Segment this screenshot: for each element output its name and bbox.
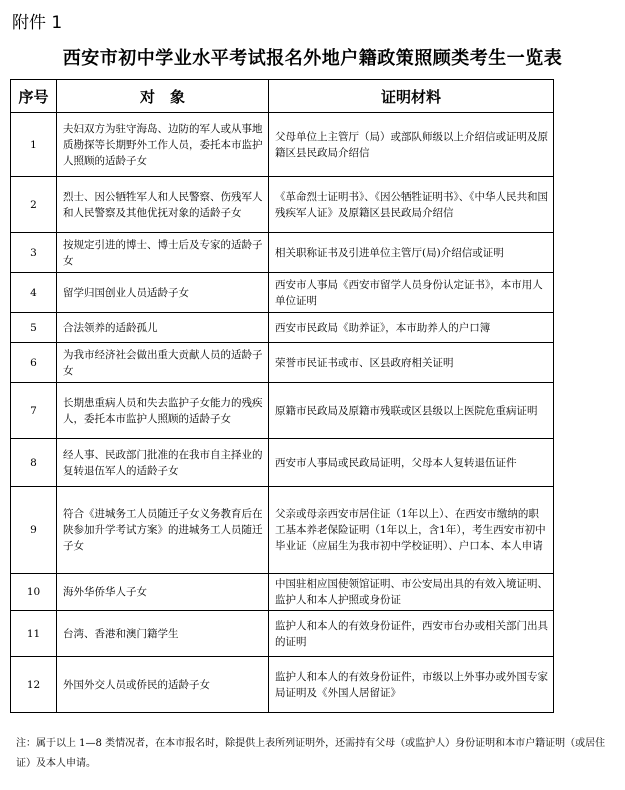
row-object: 长期患重病人员和失去监护子女能力的残疾人，委托本市监护人照顾的适龄子女 — [57, 383, 269, 439]
table-row — [11, 657, 554, 713]
row-object: 符合《进城务工人员随迁子女义务教育后在陕参加升学考试方案》的进城务工人员随迁子女 — [57, 487, 269, 574]
row-number: 4 — [11, 273, 57, 313]
row-object: 台湾、香港和澳门籍学生 — [57, 611, 269, 657]
table-row — [11, 487, 554, 574]
row-object: 为我市经济社会做出重大贡献人员的适龄子女 — [57, 343, 269, 383]
table-row — [11, 313, 554, 343]
header-number: 序号 — [11, 80, 57, 113]
row-proof: 原籍市民政局及原籍市残联或区县级以上医院危重病证明 — [269, 383, 554, 439]
row-number: 10 — [11, 574, 57, 611]
row-proof: 西安市人事局或民政局证明，父母本人复转退伍证件 — [269, 439, 554, 487]
table-header-row — [11, 80, 554, 113]
page-title: 西安市初中学业水平考试报名外地户籍政策照顾类考生一览表 — [62, 48, 563, 69]
row-number: 6 — [11, 343, 57, 383]
footnote: 注：属于以上 1—8 类情况者，在本市报名时，除提供上表所列证明外，还需持有父母（或监护人）身份证明和本市户籍证明（或居住证）及本人申请。 — [16, 738, 606, 769]
row-proof: 父母单位上主管厅（局）或部队师级以上介绍信或证明及原籍区县民政局介绍信 — [269, 113, 554, 177]
row-object: 经人事、民政部门批准的在我市自主择业的复转退伍军人的适龄子女 — [57, 439, 269, 487]
row-object: 合法领养的适龄孤儿 — [57, 313, 269, 343]
row-proof: 中国驻相应国使领馆证明、市公安局出具的有效入境证明、监护人和本人护照或身份证 — [269, 574, 554, 611]
row-object: 烈士、因公牺牲军人和人民警察、伤残军人和人民警察及其他优抚对象的适龄子女 — [57, 177, 269, 233]
header-proof: 证明材料 — [269, 80, 554, 113]
row-number: 2 — [11, 177, 57, 233]
row-proof: 相关职称证书及引进单位主管厅(局)介绍信或证明 — [269, 233, 554, 273]
row-proof: 荣誉市民证书或市、区县政府相关证明 — [269, 343, 554, 383]
row-proof: 监护人和本人的有效身份证件，市级以上外事办或外国专家局证明及《外国人居留证》 — [269, 657, 554, 713]
row-object: 按规定引进的博士、博士后及专家的适龄子女 — [57, 233, 269, 273]
table-row — [11, 113, 554, 177]
table-row — [11, 383, 554, 439]
row-number: 11 — [11, 611, 57, 657]
table-row — [11, 233, 554, 273]
row-number: 9 — [11, 487, 57, 574]
row-number: 12 — [11, 657, 57, 713]
row-proof: 西安市民政局《助养证》，本市助养人的户口簿 — [269, 313, 554, 343]
table-row — [11, 574, 554, 611]
row-number: 5 — [11, 313, 57, 343]
row-proof: 父亲或母亲西安市居住证（1年以上）、在西安市缴纳的职工基本养老保险证明（1年以上，含1年），考生西安市初中毕业证（应届生为我市初中学校证明）、户口本、本人申请 — [269, 487, 554, 574]
policy-table — [10, 79, 554, 713]
row-object: 外国外交人员或侨民的适龄子女 — [57, 657, 269, 713]
row-proof: 《革命烈士证明书》、《因公牺牲证明书》、《中华人民共和国残疾军人证》及原籍区县民政局介绍信 — [269, 177, 554, 233]
header-object: 对 象 — [57, 80, 269, 113]
row-proof: 监护人和本人的有效身份证件，西安市台办或相关部门出具的证明 — [269, 611, 554, 657]
row-number: 7 — [11, 383, 57, 439]
table-row — [11, 273, 554, 313]
row-object: 海外华侨华人子女 — [57, 574, 269, 611]
row-object: 夫妇双方为驻守海岛、边防的军人或从事地质勘探等长期野外工作人员，委托本市监护人照顾的适龄子女 — [57, 113, 269, 177]
row-number: 1 — [11, 113, 57, 177]
attachment-label: 附件 1 — [12, 13, 63, 33]
row-object: 留学归国创业人员适龄子女 — [57, 273, 269, 313]
table-row — [11, 177, 554, 233]
row-number: 3 — [11, 233, 57, 273]
table-row — [11, 439, 554, 487]
row-proof: 西安市人事局《西安市留学人员身份认定证书》，本市用人单位证明 — [269, 273, 554, 313]
row-number: 8 — [11, 439, 57, 487]
table-row — [11, 343, 554, 383]
table-row — [11, 611, 554, 657]
